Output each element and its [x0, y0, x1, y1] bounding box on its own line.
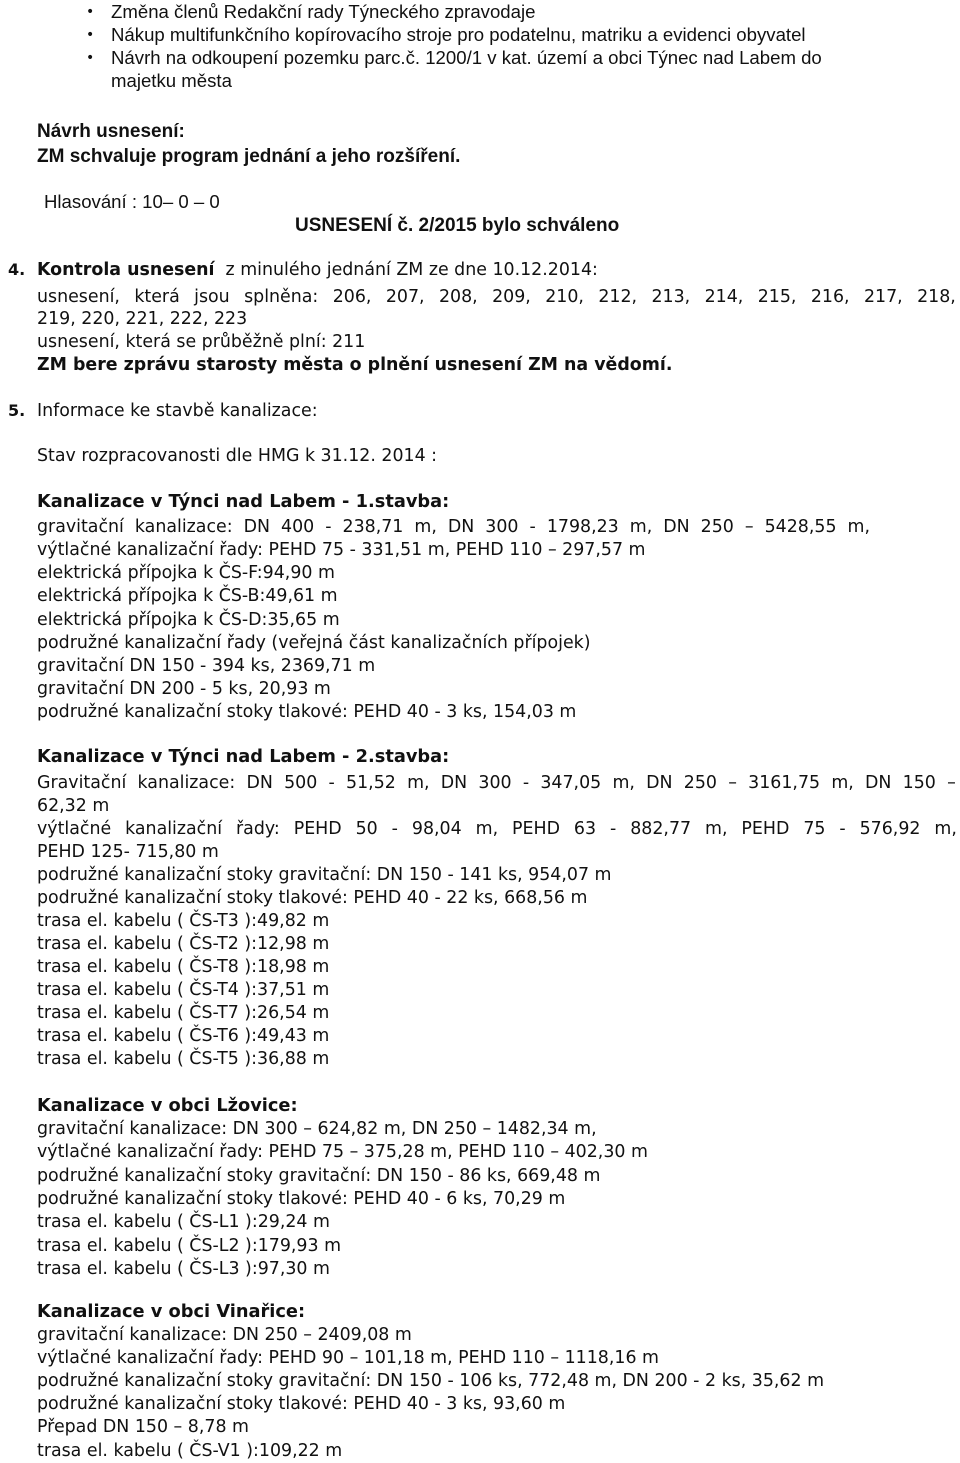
- stage-1-gravity-line: [37, 516, 870, 538]
- resolution-result: USNESENÍ č. 2/2015 bylo schváleno: [295, 215, 620, 236]
- section-number-5: 5.: [8, 401, 26, 420]
- vote-result: Hlasování : 10– 0 – 0: [44, 191, 220, 212]
- word: 207,: [385, 287, 425, 307]
- word: m,: [612, 773, 635, 793]
- detail-line: trasa el. kabelu ( ČS-T8 ):18,98 m: [37, 957, 330, 977]
- word: 576,92: [859, 819, 921, 839]
- proposal-heading: Návrh usnesení:: [37, 121, 185, 142]
- word: DN: [246, 773, 273, 793]
- lzovice-heading: Kanalizace v obci Lžovice:: [37, 1095, 298, 1116]
- word: m,: [414, 517, 437, 537]
- fulfilled-resolutions-line-2: 219, 220, 221, 222, 223: [37, 309, 248, 329]
- word: řady:: [236, 819, 280, 839]
- stage-1-heading: Kanalizace v Týnci nad Labem - 1.stavba:: [37, 491, 450, 512]
- section-4-title: [37, 259, 598, 281]
- agenda-item-2: Nákup multifunkčního kopírovacího stroje pro podatelnu, matriku a evidenci obyvatel: [111, 24, 806, 45]
- word: 63: [573, 819, 597, 839]
- stage-2-heading: Kanalizace v Týnci nad Labem - 2.stavba:: [37, 746, 450, 767]
- word: -: [391, 819, 398, 839]
- word: 75: [803, 819, 826, 839]
- word: 213,: [651, 287, 691, 307]
- word: usnesení,: [37, 287, 120, 307]
- word: 300: [478, 773, 512, 793]
- word: 210,: [545, 287, 584, 307]
- detail-line: trasa el. kabelu ( ČS-T2 ):12,98 m: [37, 934, 330, 954]
- detail-line: trasa el. kabelu ( ČS-T6 ):49,43 m: [37, 1026, 330, 1046]
- word: 206,: [332, 287, 372, 307]
- word: -: [610, 819, 617, 839]
- word: 238,71: [342, 517, 404, 537]
- vinarice-heading: Kanalizace v obci Vinařice:: [37, 1301, 306, 1322]
- section-5-title: Informace ke stavbě kanalizace:: [37, 401, 318, 421]
- stage-2-pressure-line: [37, 818, 957, 840]
- word: kanalizační: [125, 819, 223, 839]
- section-4-note: ZM bere zprávu starosty města o plnění usnesení ZM na vědomí.: [37, 355, 673, 375]
- word: DN: [646, 773, 673, 793]
- word: 250: [683, 773, 717, 793]
- section-number-4: 4.: [8, 260, 26, 279]
- detail-line: trasa el. kabelu ( ČS-T7 ):26,54 m: [37, 1003, 330, 1023]
- word: m,: [475, 819, 499, 839]
- proposal-text: ZM schvaluje program jednání a jeho rozšíření.: [37, 146, 461, 167]
- fulfilled-resolutions-line-1: [37, 286, 956, 308]
- word: gravitační: [37, 517, 124, 537]
- detail-line: podružné kanalizační stoky tlakové: PEHD 40 - 3 ks, 154,03 m: [37, 702, 577, 723]
- agenda-item-1: Změna členů Redakční rady Týneckého zpravodaje: [111, 1, 536, 22]
- word: –: [744, 517, 754, 537]
- detail-line: elektrická přípojka k ČS-B:49,61 m: [37, 586, 338, 607]
- section-4-title-bold: Kontrola usnesení: [37, 260, 215, 280]
- word: 98,04: [411, 819, 462, 839]
- word: DN: [440, 773, 468, 793]
- word: -: [328, 773, 335, 793]
- word: 215,: [757, 287, 797, 307]
- bullet-marker: •: [86, 50, 95, 66]
- word: PEHD: [741, 819, 790, 839]
- detail-line: PEHD 125- 715,80 m: [37, 842, 219, 862]
- word: 50: [355, 819, 378, 839]
- bullet-marker: •: [86, 4, 95, 20]
- detail-line: trasa el. kabelu ( ČS-T5 ):36,88 m: [37, 1049, 330, 1069]
- detail-line: podružné kanalizační řady (veřejná část kanalizačních přípojek): [37, 632, 591, 653]
- word: 217,: [863, 287, 903, 307]
- word: výtlačné: [37, 819, 112, 839]
- detail-line: podružné kanalizační stoky gravitační: DN 150 - 141 ks, 954,07 m: [37, 865, 612, 885]
- word: 3161,75: [748, 773, 821, 793]
- section-4-title-rest: z minulého jednání ZM ze dne 10.12.2014:: [225, 260, 598, 280]
- detail-line: gravitační kanalizace: DN 300 – 624,82 m, DN 250 – 1482,34 m,: [37, 1119, 597, 1139]
- stage-2-gravity-line: [37, 772, 956, 794]
- word: m,: [831, 773, 854, 793]
- word: 214,: [704, 287, 744, 307]
- word: 882,77: [630, 819, 692, 839]
- word: DN: [243, 517, 270, 537]
- construction-status: Stav rozpracovanosti dle HMG k 31.12. 2014 :: [37, 446, 438, 466]
- detail-line: podružné kanalizační stoky tlakové: PEHD 40 - 3 ks, 93,60 m: [37, 1394, 566, 1415]
- detail-line: elektrická přípojka k ČS-D:35,65 m: [37, 609, 340, 630]
- word: 51,52: [346, 773, 396, 793]
- word: –: [947, 773, 956, 793]
- detail-line: gravitační DN 150 - 394 ks, 2369,71 m: [37, 656, 376, 676]
- word: DN: [447, 517, 475, 537]
- detail-line: Přepad DN 150 – 8,78 m: [37, 1417, 249, 1438]
- word: kanalizace:: [137, 773, 236, 793]
- word: -: [522, 773, 530, 793]
- detail-line: výtlačné kanalizační řady: PEHD 90 – 101,18 m, PEHD 110 – 1118,16 m: [37, 1348, 659, 1369]
- detail-line: trasa el. kabelu ( ČS-L1 ):29,24 m: [37, 1212, 330, 1233]
- word: PEHD: [293, 819, 342, 839]
- detail-line: trasa el. kabelu ( ČS-T3 ):49,82 m: [37, 911, 330, 931]
- word: 209,: [492, 287, 531, 307]
- detail-line: gravitační kanalizace: DN 250 – 2409,08 m: [37, 1325, 412, 1345]
- word: -: [839, 819, 846, 839]
- word: Gravitační: [37, 773, 127, 793]
- detail-line: podružné kanalizační stoky gravitační: DN 150 - 106 ks, 772,48 m, DN 200 - 2 ks, 35,62 m: [37, 1371, 825, 1392]
- word: splněna:: [244, 287, 319, 307]
- word: 5428,55: [764, 517, 837, 537]
- agenda-item-3: Návrh na odkoupení pozemku parc.č. 1200/1 v kat. území a obci Týnec nad Labem do: [111, 47, 822, 68]
- detail-line: trasa el. kabelu ( ČS-L2 ):179,93 m: [37, 1235, 342, 1256]
- word: 500: [284, 773, 318, 793]
- word: m,: [847, 517, 870, 537]
- word: m,: [629, 517, 653, 537]
- word: DN: [663, 517, 690, 537]
- word: 1798,23: [546, 517, 619, 537]
- word: 250: [700, 517, 734, 537]
- word: která: [134, 287, 180, 307]
- word: -: [529, 517, 536, 537]
- agenda-item-3-continuation: majetku města: [111, 70, 232, 91]
- detail-line: podružné kanalizační stoky tlakové: PEHD 40 - 22 ks, 668,56 m: [37, 888, 588, 908]
- word: 212,: [598, 287, 638, 307]
- word: PEHD: [512, 819, 560, 839]
- word: 216,: [810, 287, 850, 307]
- stage-2-gravity-line-cont: 62,32 m: [37, 796, 110, 816]
- detail-line: výtlačné kanalizační řady: PEHD 75 - 331,51 m, PEHD 110 – 297,57 m: [37, 540, 646, 560]
- detail-line: výtlačné kanalizační řady: PEHD 75 – 375,28 m, PEHD 110 – 402,30 m: [37, 1142, 648, 1163]
- word: m,: [934, 819, 957, 839]
- word: 218,: [917, 287, 956, 307]
- bullet-marker: •: [86, 27, 95, 43]
- word: m,: [407, 773, 430, 793]
- detail-line: trasa el. kabelu ( ČS-T4 ):37,51 m: [37, 980, 330, 1000]
- detail-line: podružné kanalizační stoky tlakové: PEHD 40 - 6 ks, 70,29 m: [37, 1188, 566, 1209]
- word: 347,05: [540, 773, 602, 793]
- ongoing-resolutions: usnesení, která se průběžně plní: 211: [37, 332, 366, 352]
- detail-line: gravitační DN 200 - 5 ks, 20,93 m: [37, 679, 331, 700]
- word: 400: [281, 517, 315, 537]
- detail-line: trasa el. kabelu ( ČS-L3 ):97,30 m: [37, 1258, 330, 1279]
- word: DN: [865, 773, 892, 793]
- word: -: [325, 517, 332, 537]
- word: 150: [902, 773, 936, 793]
- word: kanalizace:: [134, 517, 233, 537]
- word: –: [728, 773, 737, 793]
- detail-line: trasa el. kabelu ( ČS-V1 ):109,22 m: [37, 1440, 343, 1461]
- word: 208,: [438, 287, 478, 307]
- word: m,: [705, 819, 728, 839]
- detail-line: elektrická přípojka k ČS-F:94,90 m: [37, 563, 335, 584]
- detail-line: podružné kanalizační stoky gravitační: DN 150 - 86 ks, 669,48 m: [37, 1165, 601, 1186]
- word: jsou: [194, 287, 230, 307]
- word: 300: [485, 517, 519, 537]
